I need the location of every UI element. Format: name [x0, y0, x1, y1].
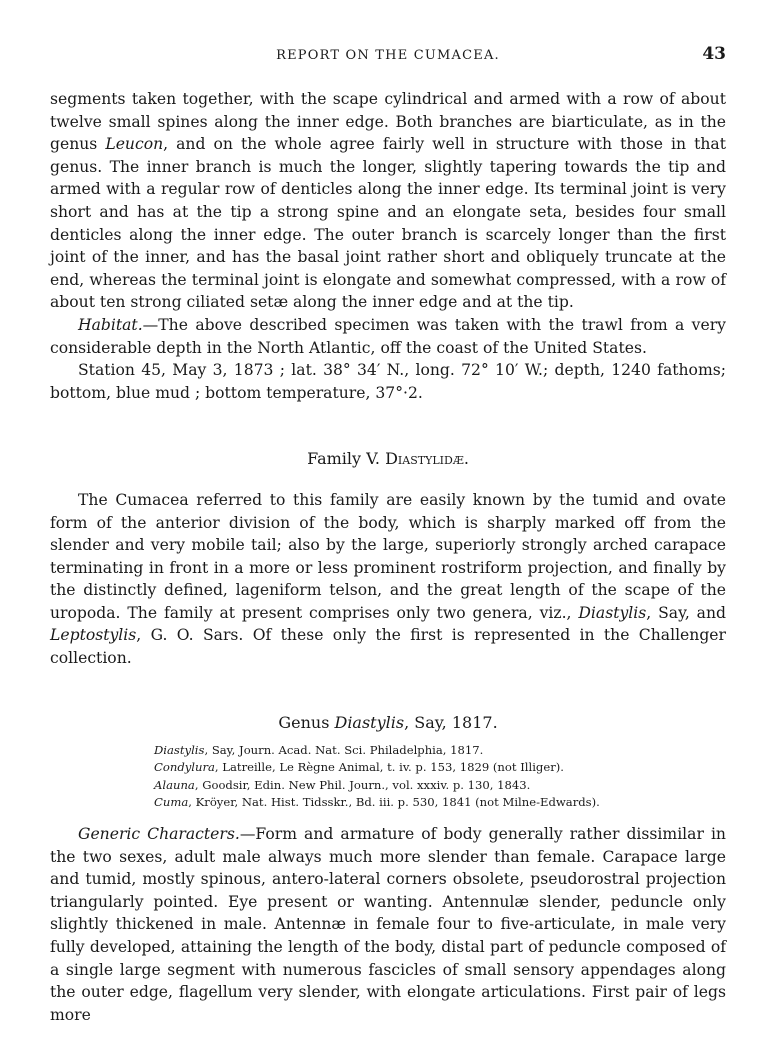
synonym-entry	[154, 759, 726, 776]
genus-name-diastylis: Diastylis	[578, 603, 647, 622]
synonym-entry	[154, 794, 726, 811]
family-text-1: The Cumacea referred to this family are easily known by the tumid and ovate form of the anterior division of the body, which is sharply marked off from the slender and very mobile tail; also by the large, superiorly strongly arched carapace terminating in front in a more or less prominent rostriform projection, and finally by the distinctly defined, lageniform telson, and the great length of the scape of the uropoda. The family at present comprises only two genera, viz.,	[50, 490, 726, 622]
genus-heading-name: Diastylis	[334, 712, 405, 732]
genus-heading-suffix: , Say, 1817.	[404, 712, 498, 732]
synonym-entry	[154, 777, 726, 794]
station-paragraph	[50, 359, 726, 404]
generic-characters-paragraph	[50, 823, 726, 1026]
synonym-citation: , Kröyer, Nat. Hist. Tidsskr., Bd. iii. p. 530, 1841 (not Milne-Edwards).	[188, 794, 600, 809]
running-title: REPORT ON THE CUMACEA.	[276, 48, 500, 63]
family-heading-prefix: Family V.	[307, 449, 386, 469]
genus-name-leptostylis: Leptostylis	[50, 626, 137, 645]
synonym-entry	[154, 742, 726, 759]
page-number: 43	[702, 44, 726, 64]
family-name: Diastylidæ	[385, 449, 464, 469]
synonym-citation: , Goodsir, Edin. New Phil. Journ., vol. xxxiv. p. 130, 1843.	[194, 777, 531, 792]
paragraph-uropoda-description	[50, 88, 726, 314]
synonymy-list	[154, 742, 726, 811]
running-header	[50, 44, 726, 70]
paragraph-text-continued: , and on the whole agree fairly well in structure with those in that genus. The inner branch is much the longer, slightly tapering towards the tip and armed with a regular row of denticles along the inner edge. Its terminal joint is very short and has at the tip a strong spine and an elongate seta, besides four small denticles along the inner edge. The outer branch is scarcely longer than the first joint of the inner, and has the basal joint rather short and obliquely truncate at the end, whereas the terminal joint is elongate and somewhat compressed, with a row of about ten strong ciliated setæ along the inner edge and at the tip.	[50, 135, 726, 312]
station-text: Station 45, May 3, 1873 ; lat. 38° 34′ N., long. 72° 10′ W.; depth, 1240 fathoms; bottom, blue mud ; bottom temperature, 37°·2.	[50, 361, 726, 402]
synonym-name: Cuma	[154, 794, 189, 809]
habitat-text: —The above described specimen was taken with the trawl from a very considerable depth in the North Atlantic, off the coast of the United States.	[50, 315, 726, 357]
paragraph-text: segments taken together, with the scape cylindrical and armed with a row of about twelve small spines along the inner edge. Both branches are biarticulate, as in the genus	[50, 90, 726, 154]
genus-heading-prefix: Genus	[278, 712, 335, 732]
synonym-citation: , Latreille, Le Règne Animal, t. iv. p. 153, 1829 (not Illiger).	[214, 760, 564, 775]
generic-characters-text: —Form and armature of body generally rather dissimilar in the two sexes, adult male always much more slender than female. Carapace large and tumid, mostly spinous, antero-lateral corners obsolete, pseudorostral projection triangularly pointed. Eye present or wanting. Antennulæ slender, peduncle only slightly thickened in male. Antennæ in female four to five-articulate, in male very fully developed, attaining the length of the body, distal part of peduncle composed of a single large segment with numerous fascicles of small sensory appendages along the outer edge, flagellum very slender, with elongate articulations. First pair of legs more	[50, 825, 726, 1024]
generic-characters-label: Generic Characters.	[78, 825, 240, 844]
body-text	[50, 88, 726, 1026]
genus-heading	[50, 712, 726, 735]
family-heading	[50, 448, 726, 471]
family-text-2: , Say, and	[646, 603, 726, 622]
synonym-name: Condylura	[154, 760, 215, 775]
genus-name-leucon: Leucon	[105, 135, 164, 154]
synonym-name: Diastylis	[154, 743, 205, 758]
family-text-3: , G. O. Sars. Of these only the first is represented in the Challenger collection.	[50, 626, 726, 668]
family-description	[50, 489, 726, 670]
synonym-citation: , Say, Journ. Acad. Nat. Sci. Philadelphia, 1817.	[204, 743, 484, 758]
habitat-paragraph	[50, 314, 726, 359]
habitat-label: Habitat.	[78, 315, 143, 334]
synonym-name: Alauna	[154, 777, 195, 792]
family-heading-suffix: .	[463, 449, 469, 469]
